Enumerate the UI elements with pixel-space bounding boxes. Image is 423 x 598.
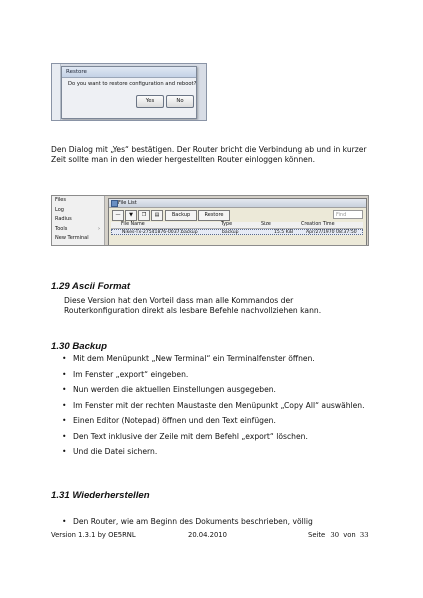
- restore-steps-list: [62, 517, 372, 527]
- footer-page-sep: von: [343, 531, 356, 539]
- restore-button[interactable]: Restore: [198, 210, 230, 221]
- cell-type: backup: [222, 230, 239, 235]
- file-list-title: File List: [118, 200, 137, 206]
- file-list-window: [108, 198, 367, 246]
- table-row[interactable]: [111, 229, 363, 235]
- column-file-name[interactable]: File Name: [121, 222, 145, 227]
- window-icon: [111, 200, 118, 207]
- section-heading-backup: 1.30 Backup: [51, 341, 107, 352]
- list-item: • Und die Datei sichern.: [62, 447, 368, 458]
- footer-page-current: 30: [330, 531, 340, 539]
- file-list-screenshot: [51, 195, 369, 246]
- column-creation-time[interactable]: Creation Time: [301, 222, 335, 227]
- footer-page-number: [308, 531, 369, 539]
- restore-dialog-message: Do you want to restore configuration and reboot?: [68, 81, 197, 87]
- footer-date: 20.04.2010: [188, 531, 227, 539]
- list-item: • Mit dem Menüpunkt „New Terminal“ ein Terminalfenster öffnen.: [62, 354, 368, 365]
- table-header: [111, 222, 363, 229]
- chevron-right-icon: ›: [98, 225, 100, 232]
- copy-icon[interactable]: ❐: [138, 210, 150, 221]
- app-sidebar-fragment: [52, 64, 61, 120]
- paste-icon[interactable]: ▤: [151, 210, 163, 221]
- section-heading-ascii-format: 1.29 Ascii Format: [51, 281, 131, 292]
- menu-item-new-terminal[interactable]: New Terminal: [55, 235, 89, 242]
- restore-dialog-screenshot: [51, 63, 207, 121]
- list-item: • Den Text inklusive der Zeile mit dem Befehl „export“ löschen.: [62, 432, 368, 443]
- no-button[interactable]: No: [166, 95, 194, 108]
- find-input[interactable]: Find: [333, 210, 363, 219]
- footer-page-total: 33: [359, 531, 369, 539]
- side-menu: [52, 196, 105, 245]
- yes-button[interactable]: Yes: [136, 95, 164, 108]
- cell-file-name: Nikes-Tx-27541876-0037.backup: [122, 230, 198, 235]
- backup-button[interactable]: Backup: [165, 210, 197, 221]
- section-heading-wiederherstellen: 1.31 Wiederherstellen: [51, 490, 150, 501]
- cell-creation-time: Apr/27/1970 08:37:50: [306, 230, 357, 235]
- column-size[interactable]: Size: [261, 222, 271, 227]
- remove-icon[interactable]: —: [112, 210, 124, 221]
- menu-item-files[interactable]: Files: [55, 197, 66, 203]
- restore-dialog: [61, 66, 197, 119]
- menu-item-log[interactable]: Log: [55, 206, 64, 213]
- intro-paragraph: Den Dialog mit „Yes“ bestätigen. Der Router bricht die Verbindung ab und in kurzer Zeit sollte man in den wieder hergestellten Router einloggen können.: [51, 145, 367, 165]
- filter-icon[interactable]: ▼: [125, 210, 137, 221]
- column-type[interactable]: Type: [221, 222, 233, 227]
- list-item: • Den Router, wie am Beginn des Dokuments beschrieben, völlig: [62, 517, 372, 527]
- list-item: • Nun werden die aktuellen Einstellungen ausgegeben.: [62, 385, 368, 396]
- section-body-ascii-format: Diese Version hat den Vorteil dass man alle Kommandos der Routerkonfiguration direkt als lesbare Befehle nachvollziehen kann.: [64, 296, 322, 316]
- backup-steps-list: [62, 354, 368, 458]
- file-list-titlebar: [109, 199, 366, 208]
- menu-item-tools-label: Tools: [55, 225, 68, 232]
- menu-item-tools[interactable]: [52, 225, 104, 235]
- cell-size: 15.5 KiB: [274, 230, 294, 235]
- footer-version: Version 1.3.1 by OE5RNL: [51, 531, 136, 539]
- restore-dialog-title: Restore: [62, 67, 196, 78]
- footer-page-label: Seite: [308, 531, 326, 539]
- list-item: • Im Fenster „export“ eingeben.: [62, 370, 368, 381]
- menu-item-radius[interactable]: Radius: [55, 216, 72, 223]
- list-item: • Einen Editor (Notepad) öffnen und den Text einfügen.: [62, 416, 368, 427]
- list-item: • Im Fenster mit der rechten Maustaste den Menüpunkt „Copy All“ auswählen.: [62, 401, 368, 412]
